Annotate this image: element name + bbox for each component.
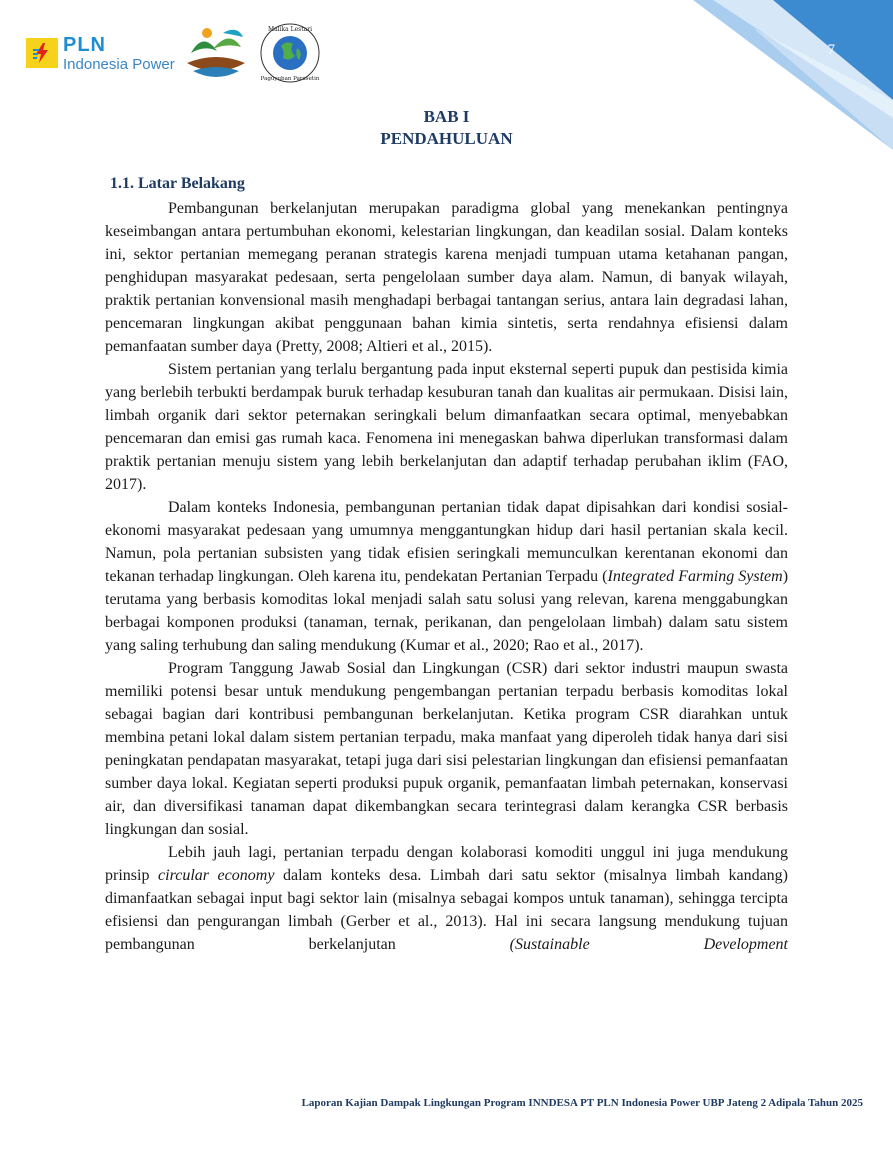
pln-name: PLN xyxy=(63,33,106,56)
paragraph-1: Pembangunan berkelanjutan merupakan paradigma global yang menekankan pentingnya keseimbangan antara pertumbuhan ekonomi, kelestarian lingkungan, dan keadilan sosial. Dalam konteks ini, sektor pertanian memegang peranan strategis karena menjadi tumpuan utama ketahanan pangan, penghidupan masyarakat pedesaan, serta pengelolaan sumber daya alam. Namun, di banyak wilayah, praktik pertanian konvensional masih menghadapi berbagai tantangan serius, antara lain degradasi lahan, pencemaran lingkungan akibat penggunaan bahan kimia sintetis, serta rendahnya efisiensi dalam pemanfaatan sumber daya (Pretty, 2008; Altieri et al., 2015). xyxy=(105,200,788,355)
paragraph-5-text-a: Lebih jauh lagi, pertanian terpadu dengan kolaborasi komoditi unggul ini juga mendukung prinsip xyxy=(105,844,788,884)
footer-text: Laporan Kajian Dampak Lingkungan Program INNDESA PT PLN Indonesia Power UBP Jateng 2 Adipala Tahun 2025 xyxy=(301,1097,863,1109)
body-text xyxy=(105,197,788,956)
chapter-number: BAB I xyxy=(423,107,470,126)
paragraph-5-italic-1: circular economy xyxy=(158,867,275,884)
leaf-fish-ecology-logo-icon xyxy=(183,23,249,83)
paragraph-3-text-a: Dalam konteks Indonesia, pembangunan pertanian tidak dapat dipisahkan dari kondisi sosial-ekonomi masyarakat pedesaan yang umumnya menggantungkan hidup dari hasil pertanian skala kecil. Namun, pola pertanian subsisten yang tidak efisien seringkali memunculkan kerentanan ekonomi dan tekanan terhadap lingkungan. Oleh karena itu, pendekatan Pertanian Terpadu ( xyxy=(105,499,788,585)
pln-subtitle: Indonesia Power xyxy=(63,55,175,73)
section-title: 1.1. Latar Belakang xyxy=(110,175,245,192)
paragraph-2: Sistem pertanian yang terlalu bergantung pada input eksternal seperti pupuk dan pestisida kimia yang berlebih terbukti berdampak buruk terhadap kesuburan tanah dan kualitas air permukaan. Disisi lain, limbah organik dari sektor peternakan seringkali belum dimanfaatkan secara optimal, menyebabkan pencemaran dan emisi gas rumah kaca. Fenomena ini menegaskan bahwa diperlukan transformasi dalam praktik pertanian menuju sistem yang lebih berkelanjutan dan adaptif terhadap perubahan iklim (FAO, 2017). xyxy=(105,361,788,493)
svg-text:Malika Lestari: Malika Lestari xyxy=(267,26,312,33)
globe-seal-logo-icon xyxy=(259,22,321,84)
paragraph-3-italic: Integrated Farming System xyxy=(607,568,783,585)
pln-logo xyxy=(26,35,175,72)
paragraph-5 xyxy=(105,841,788,956)
page-number: 7 xyxy=(827,42,835,58)
paragraph-5-text-b: dalam konteks desa. Limbah dari satu sektor (misalnya limbah kandang) dimanfaatkan sebagai input bagi sektor lain (misalnya sebagai kompos untuk tanaman), sehingga tercipta efisiensi dan pengurangan limbah (Gerber et al., 2013). Hal ini secara langsung mendukung tujuan pembangunan berkelanjutan xyxy=(105,867,789,953)
svg-text:Paguyuban Parasetin: Paguyuban Parasetin xyxy=(260,76,320,82)
chapter-title: PENDAHULUAN xyxy=(380,129,513,148)
paragraph-3-text-b: ) terutama yang berbasis komoditas lokal menjadi salah satu solusi yang relevan, karena menggabungkan berbagai komponen produksi (tanaman, ternak, perikanan, dan pengelolaan limbah) dalam satu sistem yang saling terhubung dan saling mendukung (Kumar et al., 2020; Rao et al., 2017). xyxy=(105,568,789,654)
chapter-heading xyxy=(0,106,893,150)
header-logos xyxy=(26,22,321,84)
paragraph-3 xyxy=(105,496,788,657)
paragraph-4: Program Tanggung Jawab Sosial dan Lingkungan (CSR) dari sektor industri maupun swasta memiliki potensi besar untuk mendukung pengembangan pertanian terpadu berbasis komoditas lokal sebagai bagian dari kontribusi pembangunan berkelanjutan. Ketika program CSR diarahkan untuk membina petani lokal dalam sistem pertanian terpadu, maka manfaat yang diperoleh tidak hanya dari sisi peningkatan pendapatan masyarakat, tetapi juga dari sisi pelestarian lingkungan dan efisiensi pemanfaatan sumber daya lokal. Kegiatan seperti produksi pupuk organik, pemanfaatan limbah peternakan, konservasi air, dan diversifikasi tanaman dapat dikembangkan secara terintegrasi dalam kerangka CSR berbasis lingkungan dan sosial. xyxy=(105,660,788,838)
pln-lightning-icon xyxy=(26,38,58,68)
paragraph-5-italic-2: (Sustainable Development xyxy=(509,936,788,953)
